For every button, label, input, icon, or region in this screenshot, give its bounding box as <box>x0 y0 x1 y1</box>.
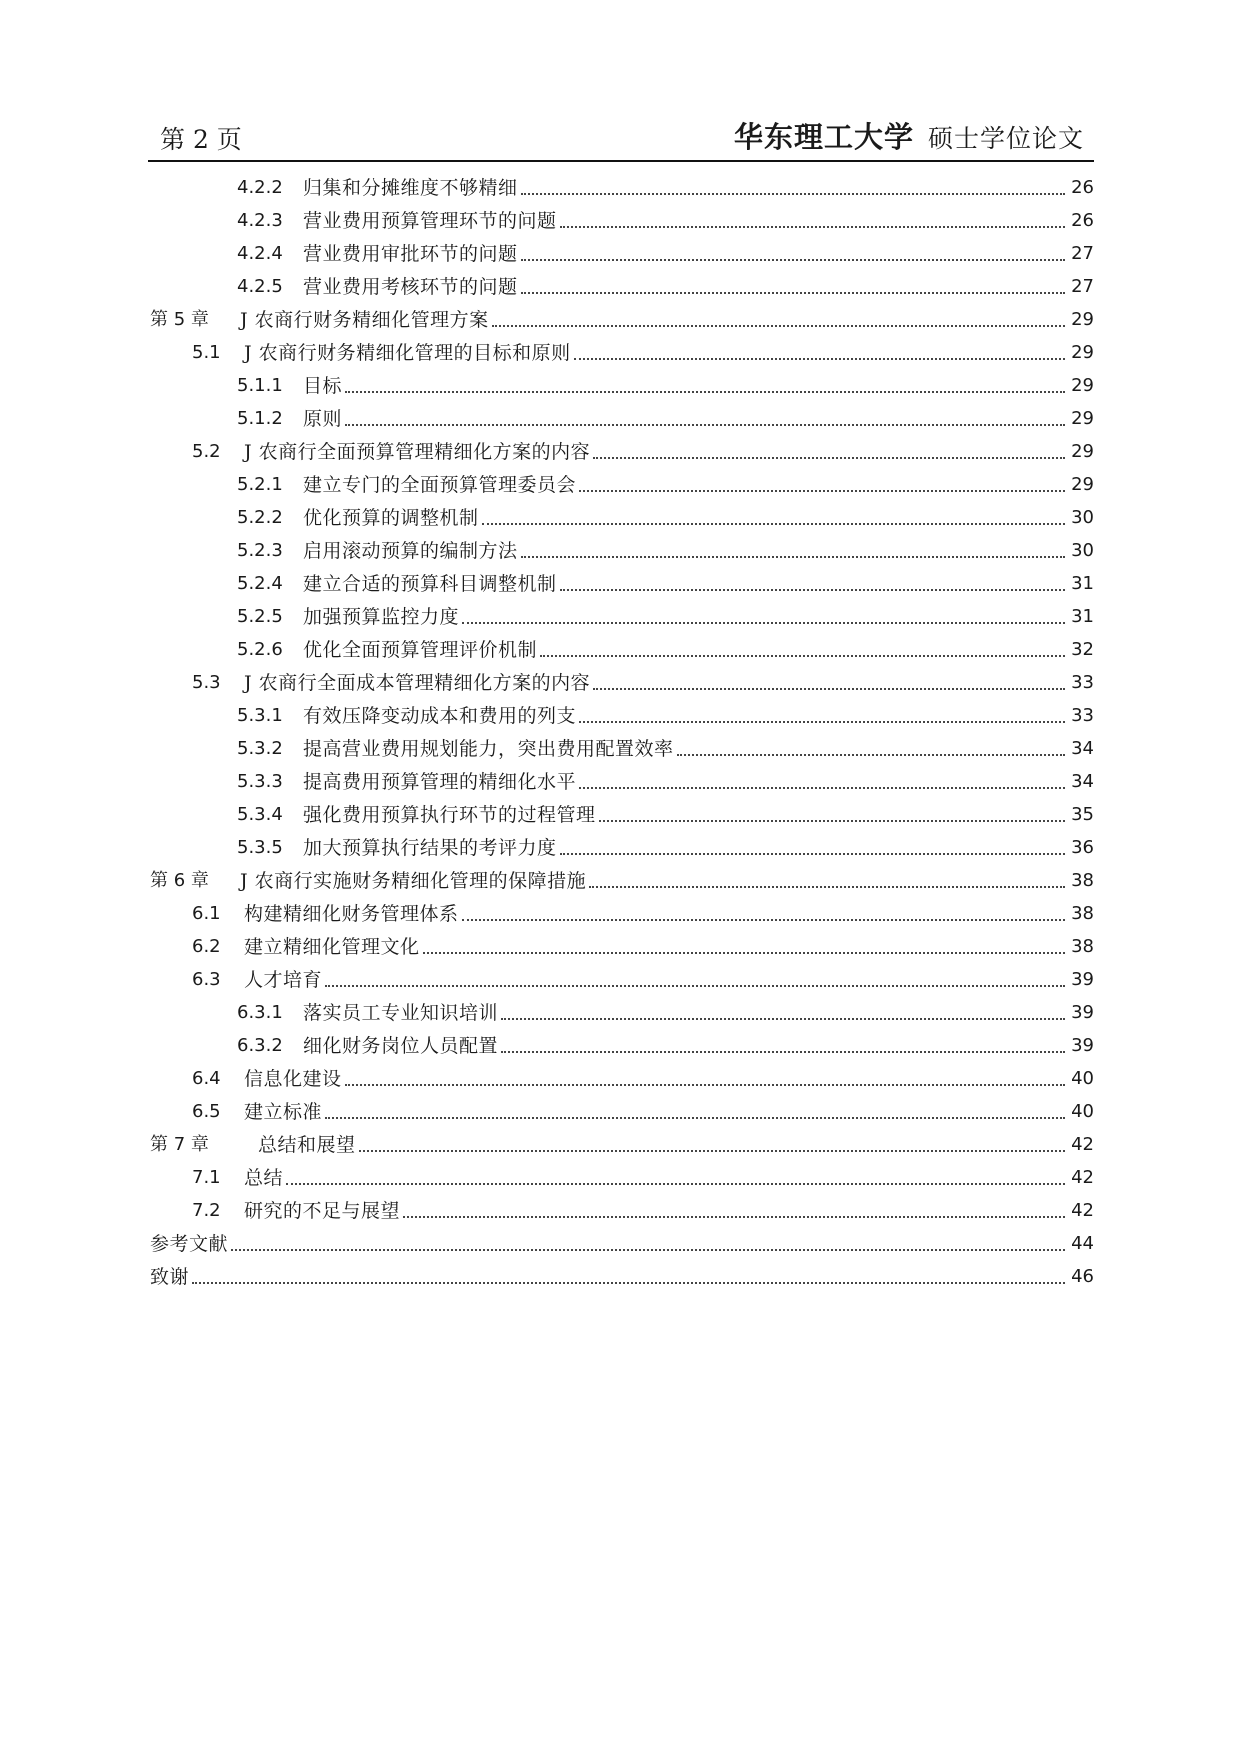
toc-entry-number: 5.3 <box>192 672 221 693</box>
toc-entry-title: 加大预算执行结果的考评力度 <box>303 837 557 859</box>
toc-entry-number: 7.1 <box>192 1167 221 1188</box>
toc-entry[interactable] <box>148 467 1094 500</box>
toc-entry-number: 5.2.2 <box>237 507 283 528</box>
toc-entry-page: 40 <box>1071 1068 1094 1089</box>
toc-entry[interactable] <box>148 1061 1094 1094</box>
toc-dot-leader <box>579 787 1065 789</box>
toc-entry-page: 30 <box>1071 540 1094 561</box>
toc-entry[interactable] <box>148 434 1094 467</box>
toc-dot-leader <box>345 424 1065 426</box>
toc-entry-number: 5.2.6 <box>237 639 283 660</box>
toc-entry-page: 46 <box>1071 1266 1094 1287</box>
university-name: 华东理工大学 <box>733 120 914 154</box>
toc-entry-title: 提高费用预算管理的精细化水平 <box>303 771 577 793</box>
toc-dot-leader <box>593 688 1065 690</box>
toc-entry-page: 27 <box>1071 243 1094 264</box>
toc-dot-leader <box>589 886 1065 888</box>
toc-entry-title: 研究的不足与展望 <box>244 1200 401 1222</box>
toc-dot-leader <box>462 622 1065 624</box>
toc-entry[interactable] <box>148 236 1094 269</box>
toc-entry-title: 加强预算监控力度 <box>303 606 460 628</box>
toc-entry-title: 总结 <box>244 1167 284 1189</box>
toc-entry-number: 4.2.3 <box>237 210 283 231</box>
toc-entry[interactable] <box>148 203 1094 236</box>
toc-entry[interactable] <box>148 731 1094 764</box>
toc-entry[interactable] <box>148 500 1094 533</box>
toc-entry-number: 5.2.4 <box>237 573 283 594</box>
toc-entry-page: 36 <box>1071 837 1094 858</box>
toc-entry-number: 5.3.2 <box>237 738 283 759</box>
toc-dot-leader <box>403 1216 1065 1218</box>
toc-entry[interactable] <box>148 896 1094 929</box>
toc-entry[interactable] <box>148 1094 1094 1127</box>
toc-entry-page: 38 <box>1071 936 1094 957</box>
toc-entry[interactable] <box>148 1193 1094 1226</box>
toc-entry[interactable] <box>148 929 1094 962</box>
toc-dot-leader <box>579 721 1065 723</box>
toc-entry-page: 29 <box>1071 375 1094 396</box>
toc-entry-page: 34 <box>1071 771 1094 792</box>
toc-entry[interactable] <box>148 632 1094 665</box>
toc-entry-number: 5.1.2 <box>237 408 283 429</box>
header-title <box>734 115 1084 156</box>
toc-dot-leader <box>423 952 1065 954</box>
toc-entry-number: 第 5 章 <box>150 309 209 330</box>
toc-dot-leader <box>359 1150 1065 1152</box>
toc-entry-title: 原则 <box>303 408 343 430</box>
toc-entry-number: 5.3.4 <box>237 804 283 825</box>
toc-entry-page: 29 <box>1071 408 1094 429</box>
toc-entry[interactable] <box>148 665 1094 698</box>
toc-entry-number: 第 6 章 <box>150 870 209 891</box>
toc-entry-number: 5.2.5 <box>237 606 283 627</box>
toc-entry-number: 5.3.1 <box>237 705 283 726</box>
toc-entry[interactable] <box>148 566 1094 599</box>
page-header <box>148 116 1094 162</box>
toc-entry-number: 5.3.3 <box>237 771 283 792</box>
toc-entry-title: 建立专门的全面预算管理委员会 <box>303 474 577 496</box>
toc-dot-leader <box>521 193 1065 195</box>
toc-entry[interactable] <box>148 599 1094 632</box>
toc-entry-page: 38 <box>1071 870 1094 891</box>
toc-entry-page: 29 <box>1071 309 1094 330</box>
toc-entry[interactable] <box>148 764 1094 797</box>
toc-entry[interactable] <box>148 335 1094 368</box>
toc-entry-page: 33 <box>1071 705 1094 726</box>
toc-entry-page: 27 <box>1071 276 1094 297</box>
toc-dot-leader <box>593 457 1065 459</box>
toc-dot-leader <box>521 556 1065 558</box>
toc-dot-leader <box>560 589 1065 591</box>
toc-entry-page: 42 <box>1071 1200 1094 1221</box>
toc-entry[interactable] <box>148 170 1094 203</box>
toc-entry-page: 38 <box>1071 903 1094 924</box>
toc-entry-title: 参考文献 <box>150 1233 229 1255</box>
toc-dot-leader <box>540 655 1065 657</box>
toc-entry-page: 26 <box>1071 177 1094 198</box>
toc-entry-title: 启用滚动预算的编制方法 <box>303 540 518 562</box>
toc-dot-leader <box>521 292 1065 294</box>
toc-entry-title: 建立标准 <box>244 1101 323 1123</box>
toc-entry[interactable] <box>148 1259 1094 1292</box>
toc-entry-title: 强化费用预算执行环节的过程管理 <box>303 804 596 826</box>
toc-entry-number: 5.2.1 <box>237 474 283 495</box>
toc-entry-page: 39 <box>1071 1035 1094 1056</box>
toc-entry-title: J 农商行财务精细化管理的目标和原则 <box>244 342 571 364</box>
toc-dot-leader <box>521 259 1065 261</box>
toc-dot-leader <box>325 985 1065 987</box>
toc-entry-title: 优化预算的调整机制 <box>303 507 479 529</box>
toc-entry-page: 29 <box>1071 342 1094 363</box>
toc-entry-number: 5.3.5 <box>237 837 283 858</box>
toc-entry-number: 7.2 <box>192 1200 221 1221</box>
toc-entry-number: 4.2.4 <box>237 243 283 264</box>
toc-entry-title: 营业费用审批环节的问题 <box>303 243 518 265</box>
toc-entry-page: 29 <box>1071 474 1094 495</box>
toc-dot-leader <box>501 1051 1065 1053</box>
toc-entry[interactable] <box>148 698 1094 731</box>
toc-entry[interactable] <box>148 1160 1094 1193</box>
toc-entry-title: 营业费用考核环节的问题 <box>303 276 518 298</box>
toc-entry[interactable] <box>148 368 1094 401</box>
toc-entry-title: 信息化建设 <box>244 1068 342 1090</box>
toc-entry[interactable] <box>148 533 1094 566</box>
toc-entry-title: 归集和分摊维度不够精细 <box>303 177 518 199</box>
toc-entry[interactable] <box>148 269 1094 302</box>
toc-entry-page: 44 <box>1071 1233 1094 1254</box>
toc-entry-page: 34 <box>1071 738 1094 759</box>
toc-entry-number: 5.2.3 <box>237 540 283 561</box>
toc-entry-title: 致谢 <box>150 1266 190 1288</box>
toc-dot-leader <box>482 523 1065 525</box>
toc-entry[interactable] <box>148 1028 1094 1061</box>
toc-entry[interactable] <box>148 1127 1094 1160</box>
toc-entry-title: 目标 <box>303 375 343 397</box>
toc-entry[interactable] <box>148 863 1094 896</box>
toc-entry-title: 细化财务岗位人员配置 <box>303 1035 499 1057</box>
toc-dot-leader <box>462 919 1065 921</box>
toc-entry-number: 6.1 <box>192 903 221 924</box>
toc-entry-number: 5.1 <box>192 342 221 363</box>
toc-dot-leader <box>345 391 1065 393</box>
toc-dot-leader <box>560 853 1065 855</box>
toc-entry-page: 42 <box>1071 1167 1094 1188</box>
toc-dot-leader <box>677 754 1065 756</box>
toc-entry-title: 总结和展望 <box>258 1134 356 1156</box>
toc-entry-title: 优化全面预算管理评价机制 <box>303 639 538 661</box>
toc-entry-title: 人才培育 <box>244 969 323 991</box>
toc-entry[interactable] <box>148 995 1094 1028</box>
toc-entry-number: 5.1.1 <box>237 375 283 396</box>
toc-entry-title: 提高营业费用规划能力，突出费用配置效率 <box>303 738 674 760</box>
toc-dot-leader <box>492 325 1065 327</box>
toc-entry-number: 6.4 <box>192 1068 221 1089</box>
toc-dot-leader <box>599 820 1065 822</box>
toc-entry-number: 6.2 <box>192 936 221 957</box>
toc-dot-leader <box>560 226 1065 228</box>
toc-dot-leader <box>231 1249 1065 1251</box>
toc-entry-number: 6.3 <box>192 969 221 990</box>
toc-entry-title: 构建精细化财务管理体系 <box>244 903 459 925</box>
toc-entry-page: 32 <box>1071 639 1094 660</box>
toc-entry[interactable] <box>148 302 1094 335</box>
toc-entry[interactable] <box>148 401 1094 434</box>
toc-entry-title: J 农商行全面预算管理精细化方案的内容 <box>244 441 591 463</box>
toc-entry-title: 有效压降变动成本和费用的列支 <box>303 705 577 727</box>
toc-dot-leader <box>345 1084 1065 1086</box>
toc-entry-title: J 农商行财务精细化管理方案 <box>240 309 489 331</box>
toc-entry-number: 6.5 <box>192 1101 221 1122</box>
toc-entry[interactable] <box>148 830 1094 863</box>
toc-entry-page: 39 <box>1071 969 1094 990</box>
toc-entry-title: 建立合适的预算科目调整机制 <box>303 573 557 595</box>
toc-entry-number: 4.2.5 <box>237 276 283 297</box>
toc-entry-number: 4.2.2 <box>237 177 283 198</box>
toc-entry[interactable] <box>148 962 1094 995</box>
toc-entry[interactable] <box>148 1226 1094 1259</box>
toc-dot-leader <box>574 358 1065 360</box>
table-of-contents <box>148 170 1094 1292</box>
toc-entry-number: 6.3.2 <box>237 1035 283 1056</box>
toc-dot-leader <box>579 490 1065 492</box>
toc-dot-leader <box>286 1183 1065 1185</box>
toc-dot-leader <box>325 1117 1065 1119</box>
toc-entry-page: 35 <box>1071 804 1094 825</box>
toc-entry-page: 33 <box>1071 672 1094 693</box>
toc-entry-page: 31 <box>1071 606 1094 627</box>
toc-entry-number: 6.3.1 <box>237 1002 283 1023</box>
toc-entry-title: 营业费用预算管理环节的问题 <box>303 210 557 232</box>
toc-entry-page: 31 <box>1071 573 1094 594</box>
toc-entry-page: 40 <box>1071 1101 1094 1122</box>
degree-label: 硕士学位论文 <box>927 124 1084 153</box>
toc-dot-leader <box>192 1282 1065 1284</box>
toc-entry-page: 26 <box>1071 210 1094 231</box>
toc-entry-page: 29 <box>1071 441 1094 462</box>
toc-entry-page: 42 <box>1071 1134 1094 1155</box>
toc-entry-title: J 农商行实施财务精细化管理的保障措施 <box>240 870 587 892</box>
toc-entry-number: 第 7 章 <box>150 1134 209 1155</box>
toc-entry-page: 39 <box>1071 1002 1094 1023</box>
toc-entry-page: 30 <box>1071 507 1094 528</box>
toc-entry-number: 5.2 <box>192 441 221 462</box>
toc-entry-title: 落实员工专业知识培训 <box>303 1002 499 1024</box>
toc-dot-leader <box>501 1018 1065 1020</box>
toc-entry-title: 建立精细化管理文化 <box>244 936 420 958</box>
page-number-label: 第 2 页 <box>160 125 242 154</box>
toc-entry-title: J 农商行全面成本管理精细化方案的内容 <box>244 672 591 694</box>
toc-entry[interactable] <box>148 797 1094 830</box>
